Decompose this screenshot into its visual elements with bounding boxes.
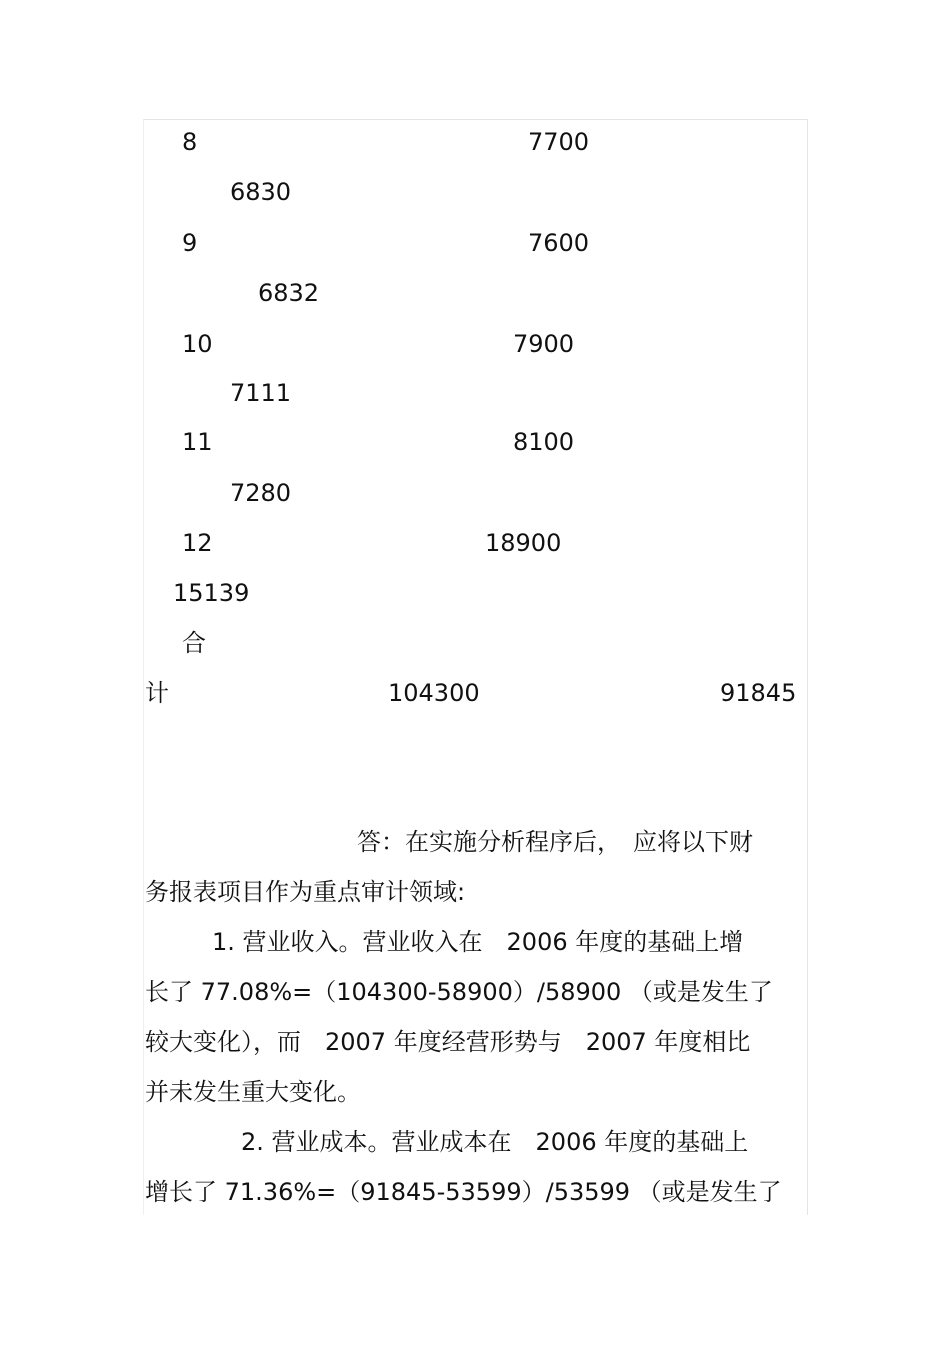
month-cell: 12 <box>182 529 213 557</box>
total-cost: 91845 <box>720 679 797 707</box>
item1-line: 1. 营业收入。营业收入在 2006 年度的基础上增 <box>212 928 744 956</box>
revenue-cell: 7700 <box>528 128 590 156</box>
month-cell: 8 <box>182 128 198 156</box>
revenue-cell: 7900 <box>513 330 575 358</box>
item2-line: 增长了 71.36%=（91845-53599）/53599 （或是发生了 <box>145 1178 782 1206</box>
item1-line: 较大变化），而 2007 年度经营形势与 2007 年度相比 <box>145 1028 751 1056</box>
revenue-cell: 7600 <box>528 229 590 257</box>
cost-cell: 6832 <box>258 279 320 307</box>
item2-line: 2. 营业成本。营业成本在 2006 年度的基础上 <box>241 1128 749 1156</box>
item1-line: 并未发生重大变化。 <box>145 1078 361 1106</box>
item1-line: 长了 77.08%=（104300-58900）/58900 （或是发生了 <box>145 978 773 1006</box>
answer-intro-line: 务报表项目作为重点审计领域: <box>145 878 466 906</box>
answer-paragraph <box>145 817 800 1217</box>
month-cell: 9 <box>182 229 198 257</box>
cost-cell: 7111 <box>230 379 292 407</box>
answer-intro-line: 答：在实施分析程序后， 应将以下财 <box>357 828 753 856</box>
total-label-part2: 计 <box>145 679 169 707</box>
total-revenue: 104300 <box>388 679 480 707</box>
total-label-part1: 合 <box>182 629 206 657</box>
cost-cell: 7280 <box>230 479 292 507</box>
month-cell: 11 <box>182 428 213 456</box>
cost-cell: 15139 <box>173 579 250 607</box>
cost-cell: 6830 <box>230 178 292 206</box>
revenue-cell: 8100 <box>513 428 575 456</box>
revenue-cell: 18900 <box>485 529 562 557</box>
month-cell: 10 <box>182 330 213 358</box>
